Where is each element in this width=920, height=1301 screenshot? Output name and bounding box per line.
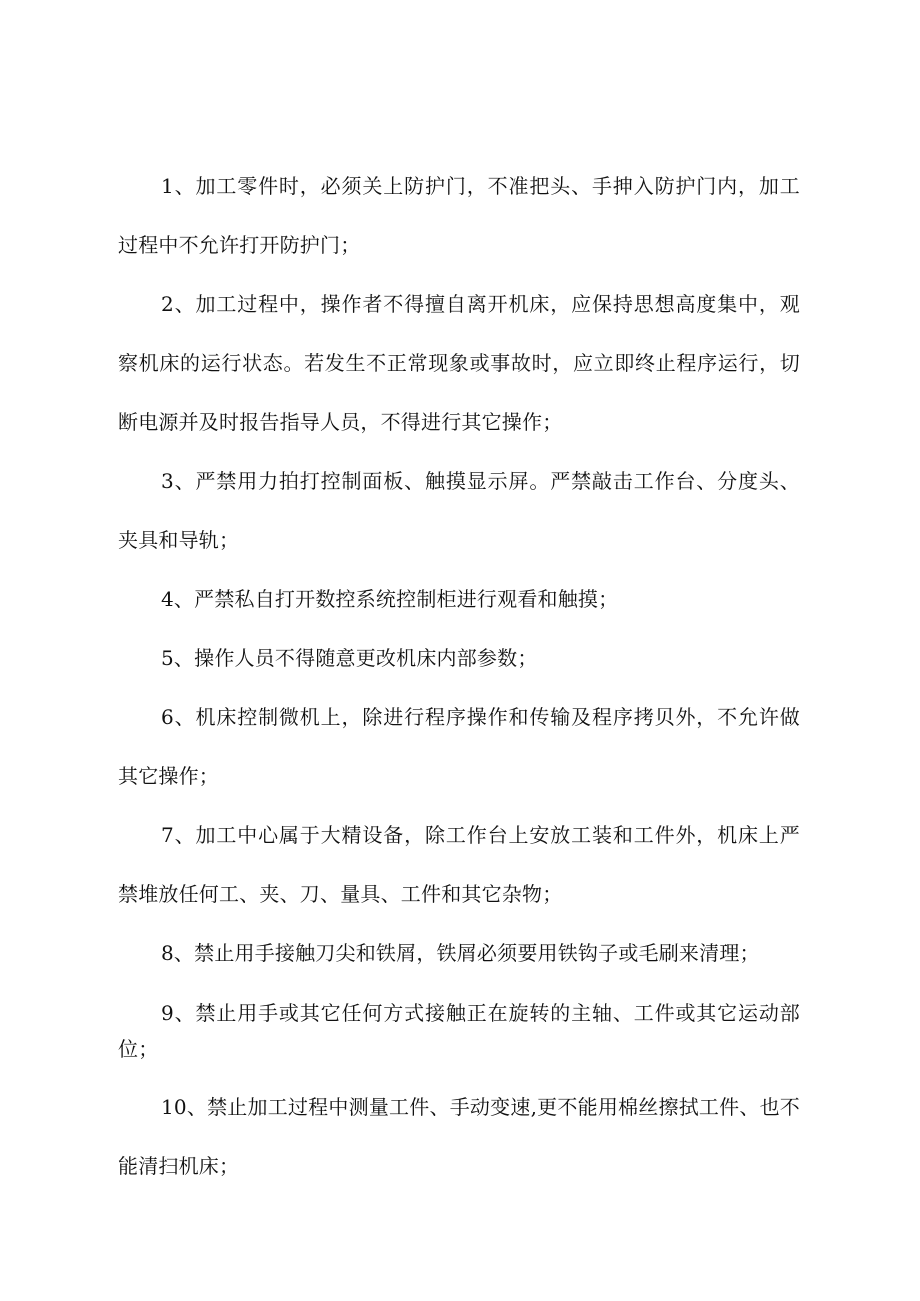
rule-paragraph-10: 10、禁止加工过程中测量工件、手动变速,更不能用棉丝擦拭工件、也不能清扫机床； xyxy=(118,1095,800,1178)
rule-paragraph-9: 9、禁止用手或其它任何方式接触正在旋转的主轴、工件或其它运动部位； xyxy=(118,1001,800,1061)
rule-paragraph-5: 5、操作人员不得随意更改机床内部参数； xyxy=(161,646,538,670)
document-body xyxy=(118,157,800,1196)
rule-paragraph-6: 6、机床控制微机上，除进行程序操作和传输及程序拷贝外，不允许做其它操作； xyxy=(118,705,800,788)
rule-paragraph-7: 7、加工中心属于大精设备，除工作台上安放工装和工件外，机床上严禁堆放任何工、夹、刀、量具、工件和其它杂物； xyxy=(118,823,800,906)
rule-paragraph-2: 2、加工过程中，操作者不得擅自离开机床，应保持思想高度集中，观察机床的运行状态。若发生不正常现象或事故时，应立即终止程序运行，切断电源并及时报告指导人员，不得进行其它操作； xyxy=(118,292,800,434)
rule-paragraph-8: 8、禁止用手接触刀尖和铁屑，铁屑必须要用铁钩子或毛刷来清理； xyxy=(161,941,760,965)
rule-paragraph-3: 3、严禁用力拍打控制面板、触摸显示屏。严禁敲击工作台、分度头、夹具和导轨； xyxy=(118,469,800,552)
rule-paragraph-1: 1、加工零件时，必须关上防护门，不准把头、手抻入防护门内，加工过程中不允许打开防护门； xyxy=(118,174,800,257)
rule-paragraph-4: 4、严禁私自打开数控系统控制柜进行观看和触摸； xyxy=(161,587,619,611)
